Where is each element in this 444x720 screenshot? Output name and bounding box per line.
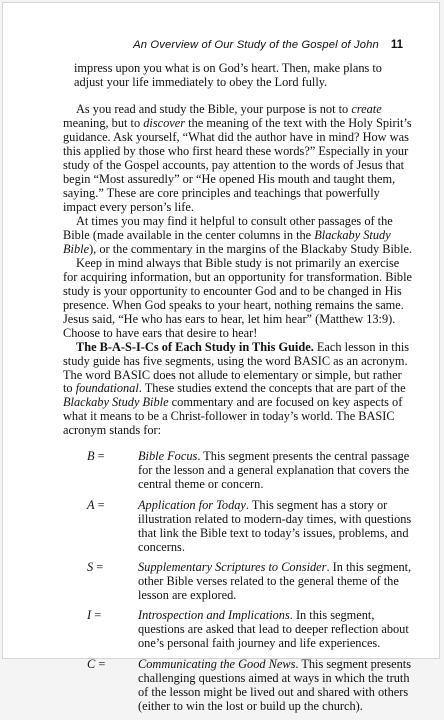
segment-description: . This segment has a story or illustration related to modern-day times, with questions that link the Bible text to today’s issues, problems, and concerns.	[138, 497, 412, 554]
text-run: impress upon you what is on God’s heart. Then, make plans to adjust your life immediately to obey the Lord fully.	[74, 61, 382, 89]
emphasis-text: Blackaby Study Bible	[63, 227, 391, 256]
acronym-letter-label	[87, 450, 108, 464]
acronym-letter-label	[87, 499, 108, 513]
emphasis-text: Blackaby Study Bible	[63, 395, 169, 410]
page-number: 11	[390, 39, 403, 51]
running-title: An Overview of Our Study of the Gospel of John	[133, 39, 379, 51]
acronym-letter: I	[87, 608, 92, 623]
equals-sign: =	[94, 449, 108, 464]
paragraph	[63, 62, 413, 90]
text-run: At times you may find it helpful to consult other passages of the Bible (made available in the center columns in the	[63, 214, 393, 242]
equals-sign: =	[91, 608, 105, 623]
equals-sign: =	[94, 497, 108, 512]
segment-description: . This segment presents the central passage for the lesson and a general explanation that covers the central theme or concern.	[138, 449, 410, 492]
emphasis-text: create	[351, 102, 382, 117]
paragraph	[63, 215, 413, 257]
acronym-item	[87, 609, 413, 651]
equals-sign: =	[93, 559, 107, 574]
acronym-letter: S	[87, 559, 94, 574]
text-run: meaning, but to	[63, 116, 144, 131]
paragraph	[63, 341, 413, 439]
text-run: As you read and study the Bible, your purpose is not to	[76, 102, 352, 117]
segment-name: Supplementary Scriptures to Consider	[138, 559, 327, 574]
segment-name: Application for Today	[138, 497, 246, 512]
text-run: ), or the commentary in the margins of the Blackaby Study Bible.	[89, 241, 413, 256]
segment-description: . This segment presents challenging questions aimed at ways in which the truth of the lesson might be lived out and shared with others (either to win the lost or build up the church).	[138, 656, 412, 713]
acronym-item	[87, 499, 413, 555]
running-header	[63, 39, 403, 55]
acronym-item	[87, 658, 413, 714]
text-run: . These studies extend the concepts that are part of the	[138, 381, 406, 396]
text-run: Keep in mind always that Bible study is not primarily an exercise for acquiring information, but an opportunity for transformation. Bible study is your opportunity to encounter God and to be changed in His presence. When God speaks to your heart, nothing remains the same. Jesus said, “He who has ears to hear, let him hear” (Matthew 13:9). Choose to have ears that desire to hear!	[63, 255, 412, 340]
acronym-letter: C	[87, 656, 96, 671]
text-run: the meaning of the text with the Holy Spirit’s guidance. Ask yourself, “What did the author have in mind? How was this applied by those who first heard these words?” Especially in your study of the Gospel accounts, pay attention to the words of Jesus that begin “Most assuredly” or “He opened His mouth and taught them, saying.” These are core principles and teachings that powerfully impact every person’s life.	[63, 116, 412, 215]
emphasis-text: foundational	[75, 381, 139, 396]
segment-name: Bible Focus	[138, 449, 198, 464]
equals-sign: =	[95, 656, 109, 671]
emphasis-text: discover	[143, 116, 186, 131]
run-in-heading: The B-A-S-I-Cs of Each Study in This Guide.	[76, 339, 314, 354]
text-run: commentary and are focused on key aspects of what it means to be a Christ-follower in today’s world. The BASIC acronym stands for:	[63, 395, 403, 438]
segment-name: Communicating the Good News	[138, 656, 296, 671]
text-run: Each lesson in this study guide has five segments, using the word BASIC as an acronym. The word BASIC does not allude to elementary or simple, but rather to	[63, 339, 410, 396]
acronym-letter-label	[87, 658, 108, 672]
acronym-letter: A	[87, 497, 95, 512]
body-text	[63, 62, 413, 720]
acronym-letter-label	[87, 561, 106, 575]
segment-name: Introspection and Implications	[138, 608, 290, 623]
paragraphs	[63, 62, 413, 438]
paragraph	[63, 257, 413, 341]
acronym-item	[87, 450, 413, 492]
basic-acronym-list	[63, 450, 413, 713]
acronym-item	[87, 561, 413, 603]
segment-description: . In this segment, other Bible verses related to the general theme of the lesson are explored.	[138, 559, 412, 602]
book-page	[2, 2, 440, 713]
paragraph	[63, 103, 413, 215]
segment-description: . In this segment, questions are asked that lead to deeper reflection about one’s personal faith journey and life experiences.	[138, 608, 409, 651]
acronym-letter-label	[87, 609, 104, 623]
acronym-letter: B	[87, 449, 95, 464]
